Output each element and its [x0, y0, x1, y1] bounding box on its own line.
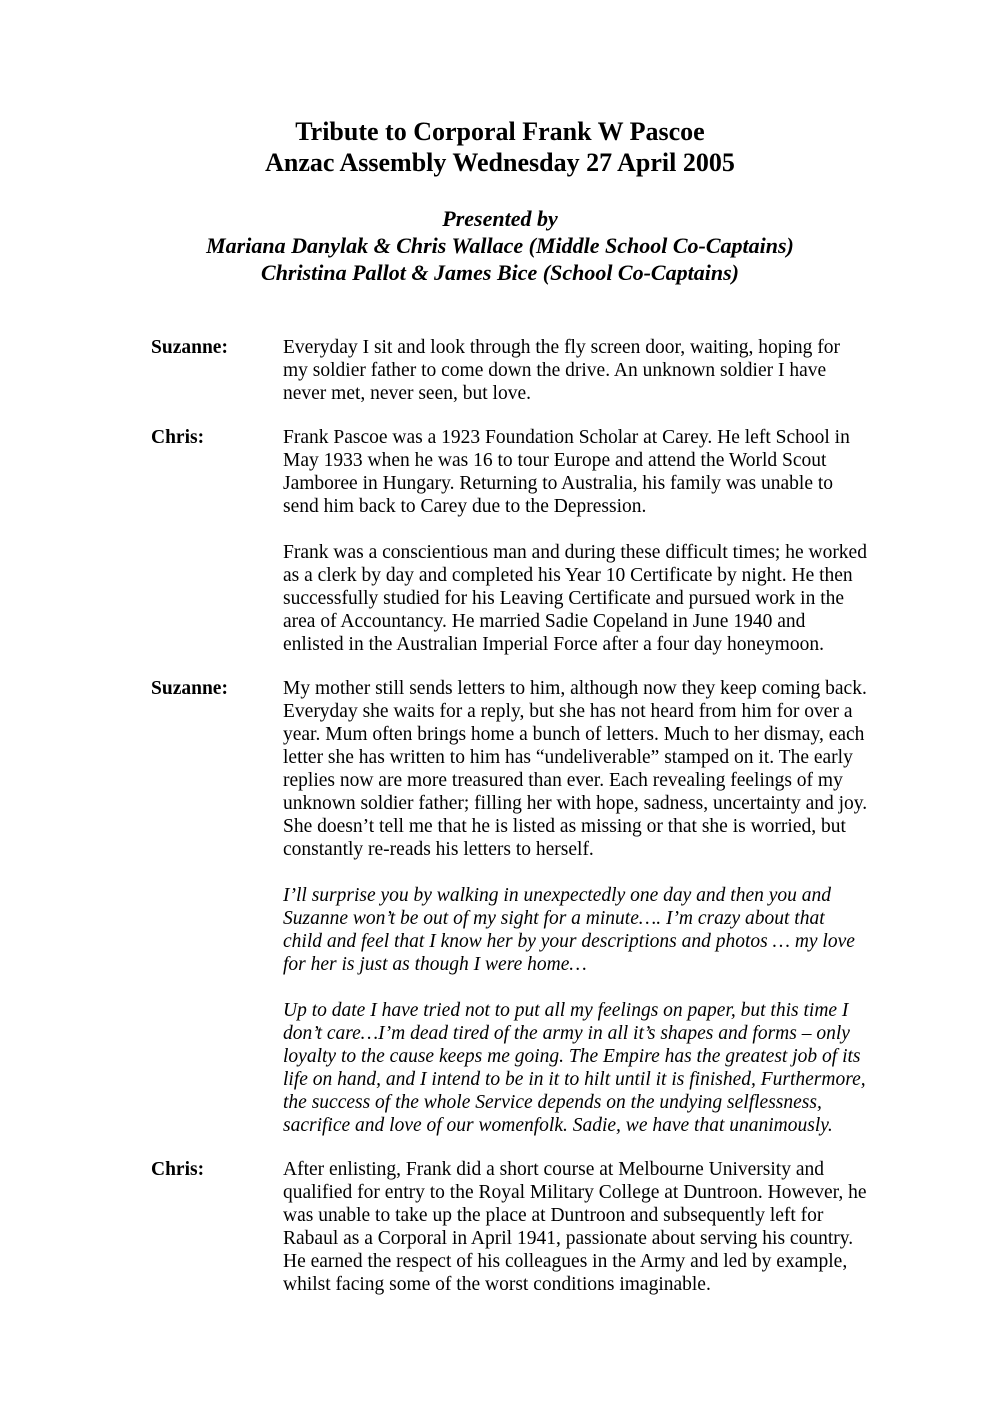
dialogue-entry [0, 336, 1000, 405]
speaker-label: Chris: [151, 427, 205, 448]
text-line: Jamboree in Hungary. Returning to Australia, his family was unable to [283, 473, 834, 494]
text-line: as a clerk by day and completed his Year 10 Certificate by night. He then [283, 565, 853, 586]
paragraph-spacer [0, 976, 1000, 999]
text-line: was unable to take up the place at Duntroon and subsequently left for [283, 1205, 824, 1226]
dialogue-paragraph [283, 1158, 903, 1296]
dialogue-paragraph [283, 541, 903, 656]
entry-spacer [0, 656, 1000, 677]
text-line: year. Mum often brings home a bunch of letters. Much to her dismay, each [283, 724, 865, 745]
text-line: After enlisting, Frank did a short course at Melbourne University and [283, 1159, 825, 1180]
text-line: send him back to Carey due to the Depression. [283, 496, 647, 517]
dialogue-entry [0, 426, 1000, 656]
text-line: letter she has written to him has “undeliverable” stamped on it. The early [283, 747, 853, 768]
letter-quote [283, 884, 903, 976]
text-line: Everyday I sit and look through the fly screen door, waiting, hoping for [283, 337, 841, 358]
text-line: for her is just as though I were home… [283, 954, 587, 975]
text-line: Up to date I have tried not to put all my feelings on paper, but this time I [283, 1000, 849, 1021]
text-line: child and feel that I know her by your descriptions and photos … my love [283, 931, 855, 952]
text-line: the success of the whole Service depends on the undying selflessness, [283, 1092, 822, 1113]
text-line: successfully studied for his Leaving Certificate and pursued work in the [283, 588, 845, 609]
letter-quote [283, 999, 903, 1137]
text-line: Rabaul as a Corporal in April 1941, passionate about serving his country. [283, 1228, 854, 1249]
text-line: never met, never seen, but love. [283, 383, 531, 404]
text-line: life on hand, and I intend to be in it to hilt until it is finished, Furthermore, [283, 1069, 866, 1090]
text-line: constantly re-reads his letters to herself. [283, 839, 594, 860]
text-line: Everyday she waits for a reply, but she has not heard from him for over a [283, 701, 853, 722]
script-body [0, 336, 1000, 1296]
text-line: She doesn’t tell me that he is listed as missing or that she is worried, but [283, 816, 846, 837]
title-line: Tribute to Corporal Frank W Pascoe [295, 117, 705, 146]
text-line: qualified for entry to the Royal Military College at Duntroon. However, he [283, 1182, 867, 1203]
presented-by-label: Presented by [442, 206, 558, 231]
text-line: He earned the respect of his colleagues in the Army and led by example, [283, 1251, 848, 1272]
dialogue-entry [0, 1158, 1000, 1296]
dialogue-paragraph [283, 677, 903, 861]
text-line: whilst facing some of the worst conditions imaginable. [283, 1274, 711, 1295]
entry-spacer [0, 405, 1000, 426]
presenters-line: Christina Pallot & James Bice (School Co-Captains) [261, 260, 739, 285]
text-line: loyalty to the cause keeps me going. The Empire has the greatest job of its [283, 1046, 861, 1067]
presenters-block [0, 205, 1000, 286]
presenters-line: Mariana Danylak & Chris Wallace (Middle School Co-Captains) [206, 233, 794, 258]
text-line: enlisted in the Australian Imperial Force after a four day honeymoon. [283, 634, 824, 655]
text-line: My mother still sends letters to him, although now they keep coming back. [283, 678, 867, 699]
text-line: replies now are more treasured than ever. Each revealing feelings of my [283, 770, 843, 791]
text-line: my soldier father to come down the drive. An unknown soldier I have [283, 360, 827, 381]
dialogue-paragraph [283, 336, 903, 405]
subtitle-line: Anzac Assembly Wednesday 27 April 2005 [265, 148, 735, 177]
text-line: area of Accountancy. He married Sadie Copeland in June 1940 and [283, 611, 806, 632]
paragraph-spacer [0, 861, 1000, 884]
text-line: I’ll surprise you by walking in unexpectedly one day and then you and [283, 885, 832, 906]
text-line: Frank was a conscientious man and during these difficult times; he worked [283, 542, 867, 563]
text-line: don’t care…I’m dead tired of the army in all it’s shapes and forms – only [283, 1023, 850, 1044]
speaker-label: Suzanne: [151, 337, 228, 358]
dialogue-entry [0, 677, 1000, 1137]
paragraph-spacer [0, 518, 1000, 541]
speaker-label: Suzanne: [151, 678, 228, 699]
text-line: Frank Pascoe was a 1923 Foundation Scholar at Carey. He left School in [283, 427, 850, 448]
text-line: unknown soldier father; filling her with hope, sadness, uncertainty and joy. [283, 793, 868, 814]
dialogue-paragraph [283, 426, 903, 518]
document-title [0, 116, 1000, 178]
text-line: Suzanne won’t be out of my sight for a minute…. I’m crazy about that [283, 908, 825, 929]
speaker-label: Chris: [151, 1159, 205, 1180]
entry-spacer [0, 1137, 1000, 1158]
text-line: sacrifice and love of our womenfolk. Sadie, we have that unanimously. [283, 1115, 833, 1136]
text-line: May 1933 when he was 16 to tour Europe and attend the World Scout [283, 450, 827, 471]
